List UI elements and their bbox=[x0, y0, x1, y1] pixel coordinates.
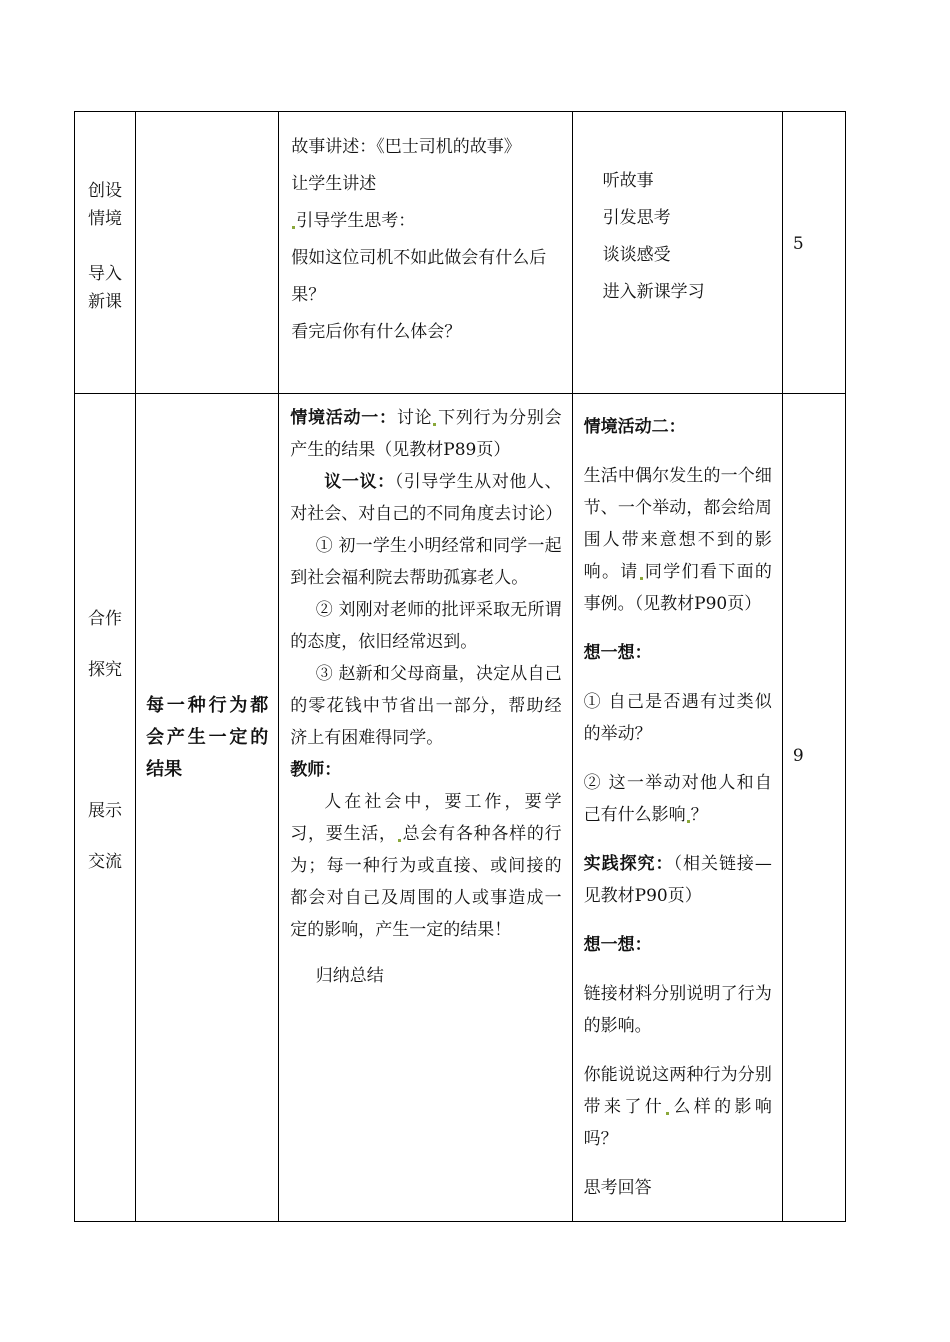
edit-mark-icon bbox=[666, 1112, 669, 1115]
minutes-cell bbox=[782, 112, 845, 394]
table-row bbox=[75, 394, 846, 1222]
student-line: 听故事 bbox=[602, 171, 654, 191]
activity-text: 同学们看下面的事例。（见教材P90页） bbox=[583, 562, 772, 614]
minutes-value: 5 bbox=[792, 234, 804, 254]
edit-mark-icon bbox=[433, 423, 436, 426]
minutes-cell bbox=[782, 394, 845, 1222]
question-item: ② 这一举动对他人和自己有什么影响 bbox=[583, 773, 772, 825]
discuss-label: 议一议： bbox=[324, 472, 395, 492]
answer-text: 思考回答 bbox=[583, 1178, 652, 1198]
student-activity-cell bbox=[572, 112, 782, 394]
case-item: ① 初一学生小明经常和同学一起到社会福利院去帮助孤寡老人。 bbox=[290, 536, 562, 588]
think-label: 想一想： bbox=[583, 643, 652, 663]
stage-text: 创设 bbox=[88, 181, 123, 201]
stage-cell bbox=[75, 394, 136, 1222]
teacher-text: 人在社会中，要工作，要学习，要生活， bbox=[290, 792, 562, 844]
practice-text: （相关链接—见教材P90页） bbox=[583, 854, 772, 906]
practice-label: 实践探究： bbox=[583, 854, 674, 874]
practice-item: 你能说说这两种行为分别带来了什 bbox=[583, 1065, 772, 1117]
edit-mark-icon bbox=[292, 226, 295, 229]
practice-item: 么样的影响吗？ bbox=[583, 1097, 772, 1149]
practice-item: 链接材料分别说明了行为的影响。 bbox=[583, 984, 772, 1036]
topic-cell bbox=[136, 394, 279, 1222]
teacher-label: 教师： bbox=[290, 760, 342, 780]
discuss-text: （引导学生从对他人、对社会、对自己的不同角度去讨论） bbox=[290, 472, 563, 524]
stage-text: 探究 bbox=[88, 660, 123, 680]
question-item: ① 自己是否遇有过类似的举动？ bbox=[583, 692, 772, 744]
activity-label: 情境活动二： bbox=[583, 417, 686, 437]
teacher-activity-cell bbox=[279, 394, 572, 1222]
question-item: ？ bbox=[690, 805, 708, 825]
teacher-line: 假如这位司机不如此做会有什么后果？ bbox=[291, 248, 547, 305]
stage-text: 交流 bbox=[88, 852, 123, 872]
teacher-line: 故事讲述：《巴士司机的故事》 bbox=[291, 137, 521, 157]
edit-mark-icon bbox=[687, 820, 690, 823]
teacher-text: 总会有各种各样的行为；每一种行为或直接、或间接的都会对自己及周围的人或事造成一定的影响，产生一定的结果！ bbox=[290, 824, 562, 940]
edit-mark-icon bbox=[398, 839, 401, 842]
teacher-activity-cell bbox=[279, 112, 572, 394]
stage-cell bbox=[75, 112, 136, 394]
activity-text: 生活中偶尔发生的一个细节、一个举动，都会给周围人带来意想不到的影响。请 bbox=[583, 466, 772, 582]
teacher-line: 让学生讲述 bbox=[291, 174, 377, 194]
case-item: ③ 赵新和父母商量，决定从自己的零花钱中节省出一部分，帮助经济上有困难得同学。 bbox=[290, 664, 562, 748]
activity-label: 情境活动一： bbox=[290, 408, 397, 428]
student-line: 谈谈感受 bbox=[602, 245, 671, 265]
activity-text: 讨论 bbox=[396, 408, 433, 428]
topic-cell bbox=[136, 112, 279, 394]
stage-text: 新课 bbox=[88, 292, 123, 312]
student-activity-cell bbox=[572, 394, 782, 1222]
student-line: 进入新课学习 bbox=[602, 282, 705, 302]
table-row bbox=[75, 112, 846, 394]
teacher-line: 引导学生思考： bbox=[296, 211, 416, 231]
stage-text: 合作 bbox=[88, 609, 123, 629]
stage-text: 情境 bbox=[88, 209, 123, 229]
minutes-value: 9 bbox=[792, 746, 804, 766]
topic-text: 每一种行为都会产生一定的结果 bbox=[146, 695, 269, 780]
stage-text: 导入 bbox=[88, 264, 123, 284]
lesson-plan-table bbox=[74, 111, 846, 1222]
case-item: ② 刘刚对老师的批评采取无所谓的态度，依旧经常迟到。 bbox=[290, 600, 562, 652]
stage-text: 展示 bbox=[88, 801, 123, 821]
activity-text: 下列行为分别会产生的结果（见教材P89页） bbox=[290, 408, 562, 460]
think-label: 想一想： bbox=[583, 935, 652, 955]
student-line: 引发思考 bbox=[602, 208, 671, 228]
summary-text: 归纳总结 bbox=[315, 966, 384, 986]
teacher-line: 看完后你有什么体会？ bbox=[291, 322, 462, 342]
edit-mark-icon bbox=[640, 577, 643, 580]
